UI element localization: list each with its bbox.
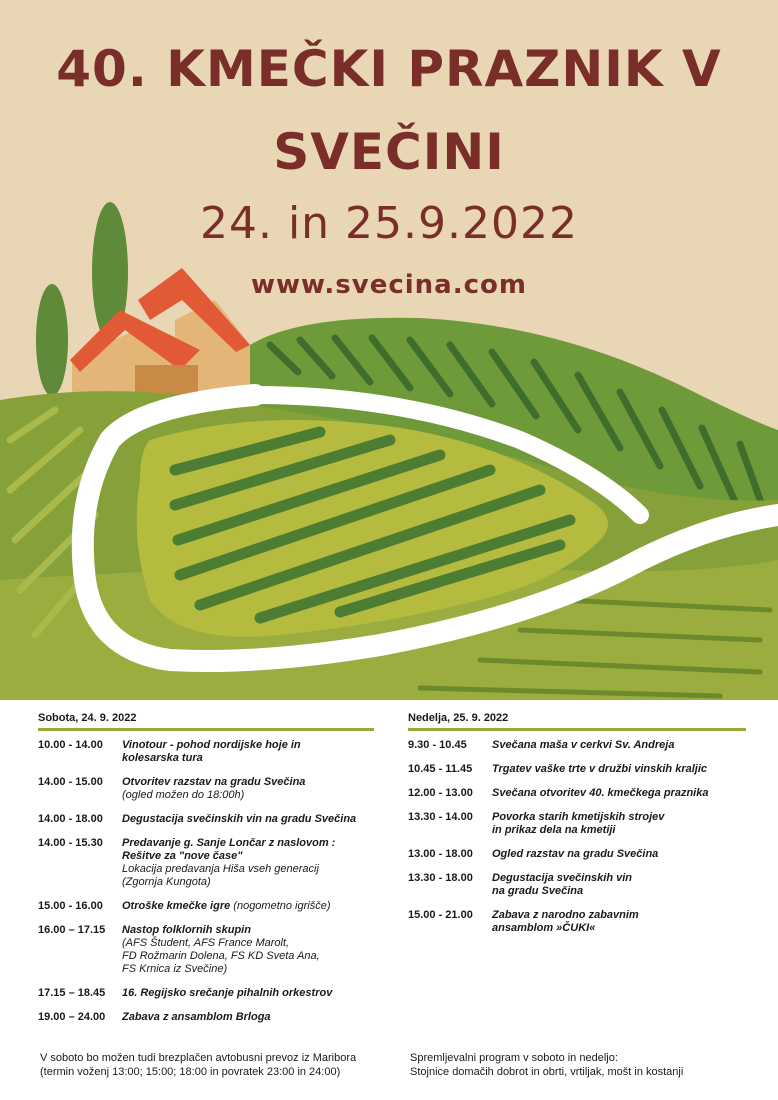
event-title-text: Nastop folklornih skupin: [122, 924, 251, 936]
title-line-1: 40. KMEČKI PRAZNIK V: [56, 40, 722, 98]
event-description: [122, 739, 374, 765]
event-title: [492, 848, 746, 861]
schedule-row: [38, 776, 374, 802]
event-detail: (AFS Študent, AFS France Marolt,: [122, 937, 290, 949]
event-time: 13.00 - 18.00: [408, 848, 473, 860]
event-title-text: Povorka starih kmetijskih strojev: [492, 811, 665, 823]
event-dates: 24. in 25.9.2022: [200, 198, 578, 249]
event-title-continued: in prikaz dela na kmetiji: [492, 824, 616, 836]
event-time: 14.00 - 15.00: [38, 776, 103, 788]
event-detail: Lokacija predavanja Hiša vseh generacij: [122, 863, 319, 875]
bus-note-line: V soboto bo možen tudi brezplačen avtobusni prevoz iz Maribora: [40, 1052, 357, 1064]
event-title: [492, 909, 746, 922]
event-time: 13.30 - 18.00: [408, 872, 473, 884]
event-title-text: Zabava z narodno zabavnim: [492, 909, 639, 921]
event-detail: FD Rožmarin Dolena, FS KD Sveta Ana,: [122, 950, 320, 962]
event-description: [122, 987, 374, 1000]
event-title: [122, 837, 374, 850]
event-description: [122, 776, 374, 802]
event-time: 19.00 – 24.00: [38, 1011, 106, 1023]
schedule-row: [38, 924, 374, 976]
event-location-inline: (nogometno igrišče): [230, 900, 331, 912]
event-title-text: Svečana maša v cerkvi Sv. Andreja: [492, 739, 675, 751]
event-description: [122, 837, 374, 889]
event-title: [122, 776, 374, 789]
schedule-row: [38, 1011, 374, 1024]
event-title-text: Vinotour - pohod nordijske hoje in: [122, 739, 301, 751]
event-description: [492, 811, 746, 837]
event-title-text: Trgatev vaške trte v družbi vinskih kraljic: [492, 763, 708, 775]
event-time: 15.00 - 16.00: [38, 900, 103, 912]
event-title: [122, 924, 374, 937]
event-title: [122, 1011, 374, 1024]
sunday-schedule: [408, 712, 746, 946]
event-description: [492, 739, 746, 752]
event-description: [122, 1011, 374, 1024]
event-title-text: Otvoritev razstav na gradu Svečina: [122, 776, 306, 788]
event-title: [122, 987, 374, 1000]
bus-note-line: (termin voženj 13:00; 15:00; 18:00 in povratek 23:00 in 24:00): [40, 1066, 341, 1078]
event-title: [492, 739, 746, 752]
cypress-tree: [36, 284, 68, 396]
sunday-event-list: [408, 739, 746, 935]
bus-transport-note: [40, 1051, 380, 1079]
schedule-row: [38, 837, 374, 889]
event-description: [122, 924, 374, 976]
event-title-continued: kolesarska tura: [122, 752, 203, 764]
event-description: [122, 900, 374, 913]
event-time: 15.00 - 21.00: [408, 909, 473, 921]
event-title-text: Svečana otvoritev 40. kmečkega praznika: [492, 787, 709, 799]
event-time: 14.00 - 18.00: [38, 813, 103, 825]
schedule-row: [408, 763, 746, 776]
event-title-continued: na gradu Svečina: [492, 885, 584, 897]
event-time: 9.30 - 10.45: [408, 739, 467, 751]
event-detail: (ogled možen do 18:00h): [122, 789, 245, 801]
event-title-text: Predavanje g. Sanje Lončar z naslovom :: [122, 837, 336, 849]
event-title: [492, 872, 746, 885]
event-description: [492, 872, 746, 898]
event-title-text: 16. Regijsko srečanje pihalnih orkestrov: [122, 987, 333, 999]
sunday-heading: Nedelja, 25. 9. 2022: [408, 712, 746, 731]
event-time: 13.30 - 14.00: [408, 811, 473, 823]
title-line-2: SVEČINI: [273, 123, 505, 181]
event-description: [492, 787, 746, 800]
side-program-note: [410, 1051, 750, 1079]
event-title-text: Ogled razstav na gradu Svečina: [492, 848, 659, 860]
event-title: [492, 811, 746, 824]
event-title: [122, 739, 374, 752]
schedule-row: [408, 787, 746, 800]
schedule-row: [408, 848, 746, 861]
event-title: [122, 813, 374, 826]
event-time: 14.00 - 15.30: [38, 837, 103, 849]
schedule-row: [408, 909, 746, 935]
website-link[interactable]: www.svecina.com: [251, 270, 527, 300]
event-title: [492, 763, 746, 776]
event-time: 17.15 – 18.45: [38, 987, 106, 999]
saturday-event-list: [38, 739, 374, 1024]
side-program-line: Stojnice domačih dobrot in obrti, vrtiljak, mošt in kostanji: [410, 1066, 684, 1078]
event-title-continued: ansamblom »ČUKI«: [492, 922, 596, 934]
event-title: [122, 900, 374, 913]
schedule-row: [38, 813, 374, 826]
event-title-text: Otroške kmečke igre: [122, 900, 231, 912]
schedule-row: [408, 811, 746, 837]
side-program-line: Spremljevalni program v soboto in nedeljo:: [410, 1052, 618, 1064]
event-description: [492, 763, 746, 776]
event-description: [492, 848, 746, 861]
event-time: 16.00 – 17.15: [38, 924, 106, 936]
saturday-schedule: [38, 712, 374, 1035]
saturday-heading: Sobota, 24. 9. 2022: [38, 712, 374, 731]
schedule-row: [38, 900, 374, 913]
schedule-row: [38, 987, 374, 1000]
event-title: [492, 787, 746, 800]
event-detail: FS Krnica iz Svečine): [122, 963, 228, 975]
event-description: [122, 813, 374, 826]
event-title-text: Degustacija svečinskih vin: [492, 872, 633, 884]
event-time: 12.00 - 13.00: [408, 787, 473, 799]
event-title-text: Degustacija svečinskih vin na gradu Svečina: [122, 813, 357, 825]
event-detail: (Zgornja Kungota): [122, 876, 211, 888]
event-description: [492, 909, 746, 935]
event-time: 10.00 - 14.00: [38, 739, 103, 751]
event-title-text: Zabava z ansamblom Brloga: [122, 1011, 271, 1023]
schedule-row: [38, 739, 374, 765]
event-time: 10.45 - 11.45: [408, 763, 473, 775]
schedule-row: [408, 872, 746, 898]
event-title-continued: Rešitve za "nove čase": [122, 850, 243, 862]
schedule-row: [408, 739, 746, 752]
